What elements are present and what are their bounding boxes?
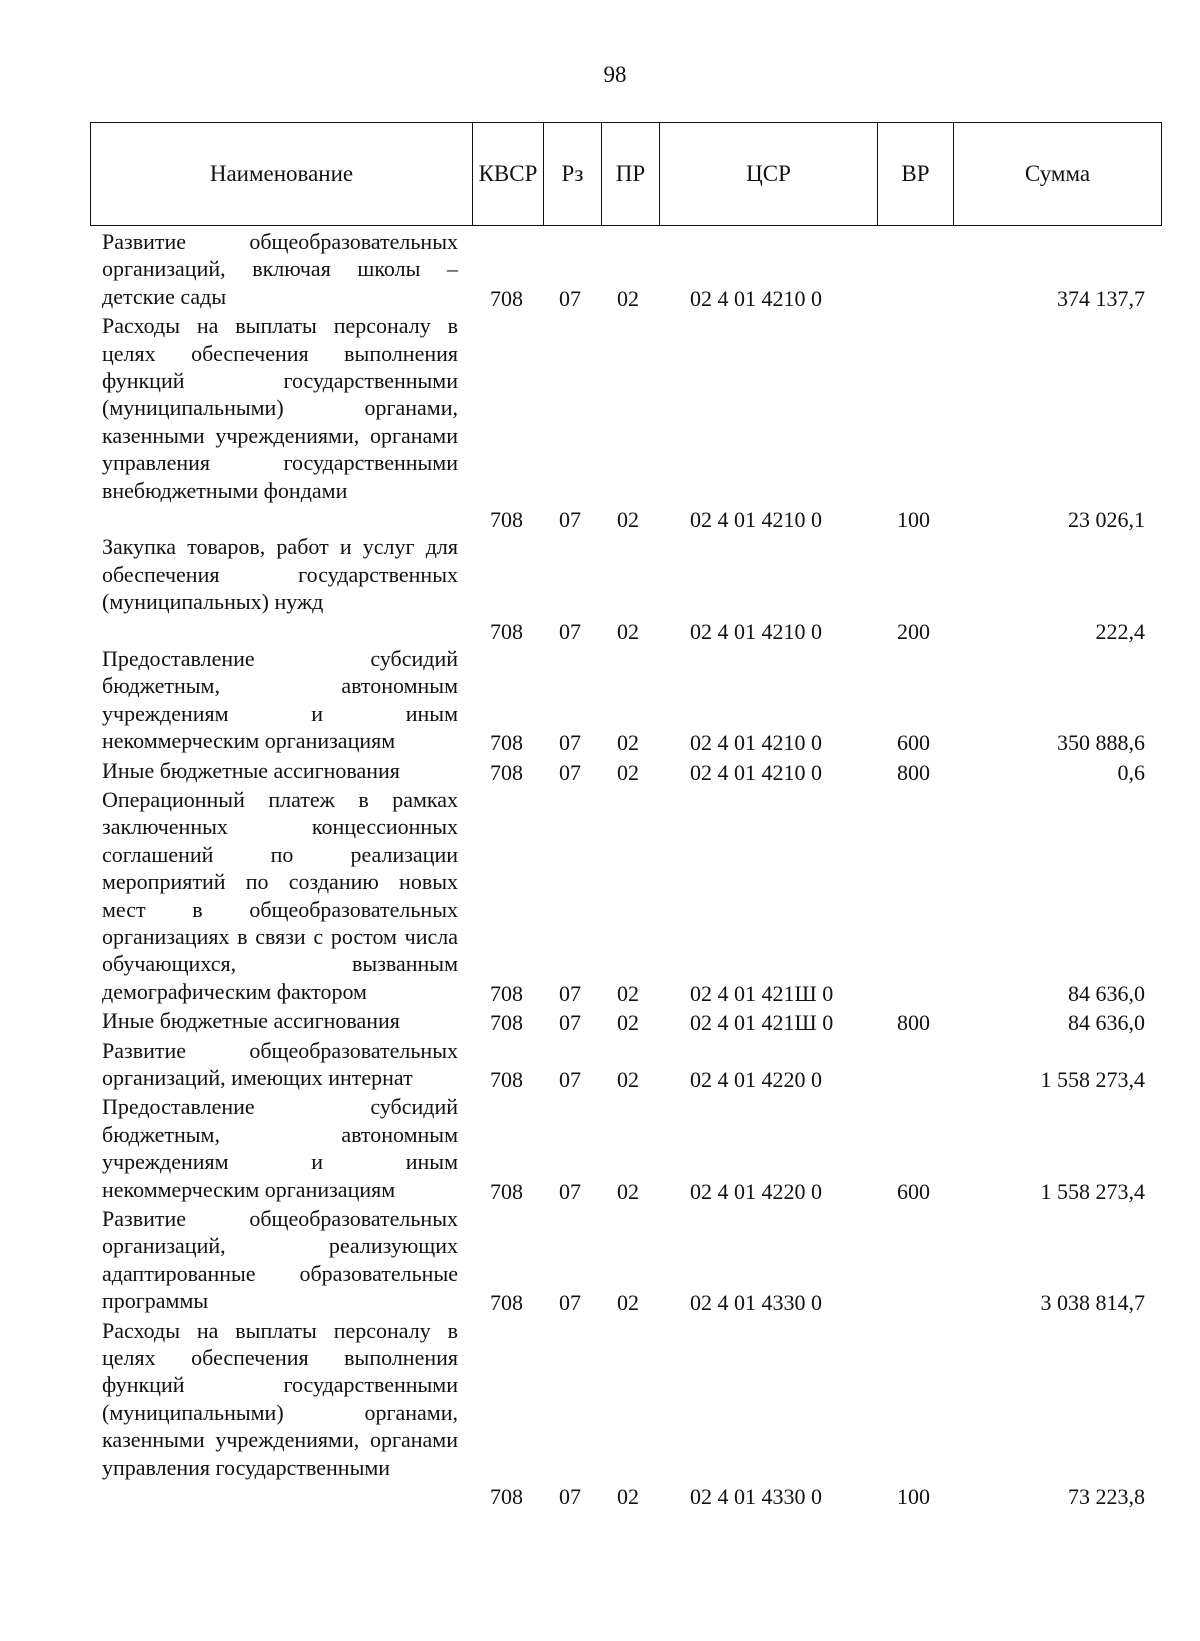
row-name: Иные бюджетные ассигнования (102, 1008, 400, 1034)
table-row (0, 228, 1200, 312)
row-csr: 02 4 01 4220 0 (690, 1178, 822, 1204)
row-rz: 07 (559, 506, 581, 532)
row-csr: 02 4 01 4210 0 (690, 506, 822, 532)
row-csr: 02 4 01 4210 0 (690, 618, 822, 644)
row-name: Развитие общеобразовательных организаций, включая школы – детские сады (102, 229, 458, 309)
row-vr: 800 (897, 1010, 930, 1036)
row-sum: 0,6 (1117, 759, 1145, 785)
row-rz: 07 (559, 980, 581, 1006)
row-sum: 1 558 273,4 (1040, 1178, 1145, 1204)
row-vr: 100 (897, 506, 930, 532)
table-row (0, 645, 1200, 757)
row-name: Расходы на выплаты персоналу в целях обеспечения выполнения функций государственными (муниципальными) органами, казенными учреждениями, органами управления государственными внебюджетными фондами (102, 313, 458, 503)
row-name: Развитие общеобразовательных организаций, реализующих адаптированные образовательные программы (102, 1205, 458, 1314)
row-kvsr: 708 (490, 1010, 523, 1036)
row-kvsr: 708 (490, 1483, 523, 1509)
header-name: Наименование (91, 123, 473, 225)
row-kvsr: 708 (490, 1066, 523, 1092)
row-pr: 02 (617, 506, 639, 532)
row-kvsr: 708 (490, 1178, 523, 1204)
header-vr: ВР (878, 123, 954, 225)
row-kvsr: 708 (490, 285, 523, 311)
row-kvsr: 708 (490, 980, 523, 1006)
header-csr: ЦСР (660, 123, 878, 225)
row-csr: 02 4 01 4330 0 (690, 1483, 822, 1509)
row-rz: 07 (559, 1483, 581, 1509)
row-csr: 02 4 01 4210 0 (690, 759, 822, 785)
row-pr: 02 (617, 759, 639, 785)
row-rz: 07 (559, 1010, 581, 1036)
header-kvsr: КВСР (473, 123, 544, 225)
table-row (0, 312, 1200, 533)
row-rz: 07 (559, 618, 581, 644)
row-pr: 02 (617, 618, 639, 644)
table-row (0, 1007, 1200, 1036)
row-pr: 02 (617, 285, 639, 311)
row-name: Операционный платеж в рамках заключенных концессионных соглашений по реализации мероприятий по созданию новых мест в общеобразовательных организациях в связи с ростом числа обучающихся, вызванным демографическим фактором (102, 786, 458, 1004)
row-sum: 1 558 273,4 (1040, 1066, 1145, 1092)
row-kvsr: 708 (490, 618, 523, 644)
row-pr: 02 (617, 730, 639, 756)
row-sum: 3 038 814,7 (1040, 1290, 1145, 1316)
row-csr: 02 4 01 4220 0 (690, 1066, 822, 1092)
row-name: Развитие общеобразовательных организаций, имеющих интернат (102, 1037, 458, 1090)
row-vr: 600 (897, 730, 930, 756)
table-row (0, 1205, 1200, 1317)
row-vr: 800 (897, 759, 930, 785)
header-rz: Рз (544, 123, 602, 225)
table-row (0, 1317, 1200, 1511)
table-row (0, 533, 1200, 645)
row-pr: 02 (617, 1483, 639, 1509)
row-rz: 07 (559, 730, 581, 756)
row-vr: 200 (897, 618, 930, 644)
row-pr: 02 (617, 1010, 639, 1036)
header-pr: ПР (602, 123, 660, 225)
table-header (90, 122, 1162, 226)
row-pr: 02 (617, 1290, 639, 1316)
row-kvsr: 708 (490, 759, 523, 785)
page-number: 98 (603, 62, 627, 87)
row-vr: 600 (897, 1178, 930, 1204)
row-vr: 100 (897, 1483, 930, 1509)
table-body (0, 228, 1200, 1510)
row-rz: 07 (559, 1178, 581, 1204)
table-row (0, 757, 1200, 786)
row-sum: 84 636,0 (1068, 1010, 1145, 1036)
row-pr: 02 (617, 980, 639, 1006)
row-sum: 374 137,7 (1057, 285, 1145, 311)
row-sum: 222,4 (1095, 618, 1145, 644)
row-pr: 02 (617, 1178, 639, 1204)
row-csr: 02 4 01 4330 0 (690, 1290, 822, 1316)
row-name: Иные бюджетные ассигнования (102, 757, 400, 783)
header-sum: Сумма (1024, 161, 1091, 186)
row-csr: 02 4 01 421Ш 0 (690, 1010, 834, 1036)
row-name: Предоставление субсидий бюджетным, автономным учреждениям и иным некоммерческим организациям (102, 1094, 458, 1202)
table-row (0, 1037, 1200, 1094)
row-csr: 02 4 01 421Ш 0 (690, 980, 834, 1006)
row-name: Предоставление субсидий бюджетным, автономным учреждениям и иным некоммерческим организациям (102, 645, 458, 754)
row-name: Расходы на выплаты персоналу в целях обеспечения выполнения функций государственными (муниципальными) органами, казенными учреждениями, органами управления государственными (102, 1317, 458, 1480)
row-sum: 73 223,8 (1068, 1483, 1145, 1509)
row-sum: 84 636,0 (1068, 980, 1145, 1006)
table-row (0, 1093, 1200, 1205)
row-rz: 07 (559, 285, 581, 311)
row-rz: 07 (559, 759, 581, 785)
row-kvsr: 708 (490, 730, 523, 756)
row-pr: 02 (617, 1066, 639, 1092)
row-rz: 07 (559, 1066, 581, 1092)
table-row (0, 786, 1200, 1007)
row-sum: 23 026,1 (1068, 506, 1145, 532)
row-sum: 350 888,6 (1057, 730, 1145, 756)
row-kvsr: 708 (490, 1290, 523, 1316)
row-csr: 02 4 01 4210 0 (690, 730, 822, 756)
row-name: Закупка товаров, работ и услуг для обеспечения государственных (муниципальных) нужд (102, 534, 458, 615)
row-rz: 07 (559, 1290, 581, 1316)
row-csr: 02 4 01 4210 0 (690, 285, 822, 311)
row-kvsr: 708 (490, 506, 523, 532)
